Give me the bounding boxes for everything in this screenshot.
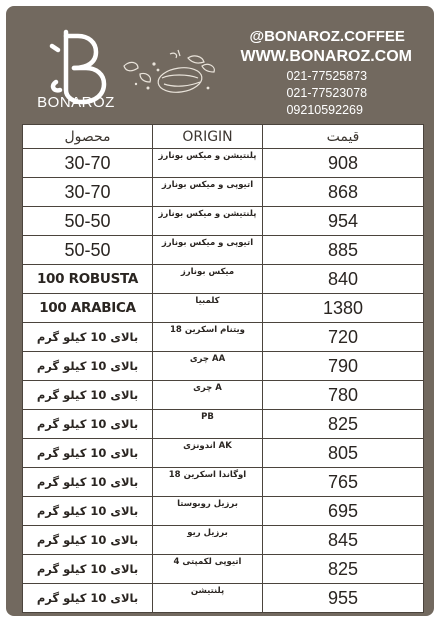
price-cell: 790: [263, 352, 424, 381]
price-cell: 720: [263, 323, 424, 352]
product-cell: بالای 10 کیلو گرم: [23, 555, 153, 584]
origin-cell: کلمبیا: [153, 294, 263, 323]
price-cell: 825: [263, 410, 424, 439]
table-row: [23, 236, 424, 265]
product-cell: بالای 10 کیلو گرم: [23, 468, 153, 497]
table-row: [23, 381, 424, 410]
origin-cell: چری A: [153, 381, 263, 410]
price-cell: 1380: [263, 294, 424, 323]
product-cell: بالای 10 کیلو گرم: [23, 526, 153, 555]
table-row: [23, 584, 424, 613]
table-row: [23, 555, 424, 584]
header-product: محصول: [23, 125, 153, 149]
table-body: [23, 149, 424, 613]
table-row: [23, 294, 424, 323]
product-cell: بالای 10 کیلو گرم: [23, 381, 153, 410]
contact-block: [240, 28, 412, 120]
product-cell: بالای 10 کیلو گرم: [23, 439, 153, 468]
product-cell: 50-50: [23, 207, 153, 236]
origin-cell: برزیل ریو: [153, 526, 263, 555]
price-cell: 885: [263, 236, 424, 265]
origin-cell: PB: [153, 410, 263, 439]
product-cell: 30-70: [23, 178, 153, 207]
table-row: [23, 352, 424, 381]
table-row: [23, 526, 424, 555]
origin-cell: برزیل روبوستا: [153, 497, 263, 526]
table-row: [23, 439, 424, 468]
price-cell: 908: [263, 149, 424, 178]
product-cell: 100 ROBUSTA: [23, 265, 153, 294]
table-header-row: [23, 125, 424, 149]
price-cell: 840: [263, 265, 424, 294]
table-row: [23, 497, 424, 526]
origin-cell: پلنتیشن و میکس بونارز: [153, 149, 263, 178]
price-cell: 868: [263, 178, 424, 207]
product-cell: بالای 10 کیلو گرم: [23, 497, 153, 526]
price-cell: 780: [263, 381, 424, 410]
coffee-beans-illustration-icon: [118, 44, 222, 104]
origin-cell: اوگاندا اسکرین 18: [153, 468, 263, 497]
price-cell: 765: [263, 468, 424, 497]
price-cell: 825: [263, 555, 424, 584]
price-cell: 954: [263, 207, 424, 236]
phone-2[interactable]: 021-77523078: [286, 86, 368, 100]
table-row: [23, 149, 424, 178]
table-row: [23, 178, 424, 207]
phone-3[interactable]: 09210592269: [286, 103, 363, 117]
table-row: [23, 323, 424, 352]
origin-cell: اتیوپی و میکس بونارز: [153, 178, 263, 207]
origin-cell: میکس بونارز: [153, 265, 263, 294]
instagram-handle: @BONAROZ.COFFEE: [249, 28, 405, 45]
product-cell: بالای 10 کیلو گرم: [23, 584, 153, 613]
price-cell: 845: [263, 526, 424, 555]
origin-cell: اتیوپی لکمپتی 4: [153, 555, 263, 584]
origin-cell: پلنتیشن: [153, 584, 263, 613]
origin-cell: اتیوپی و میکس بونارز: [153, 236, 263, 265]
header-price: قیمت: [263, 125, 424, 149]
product-cell: 50-50: [23, 236, 153, 265]
origin-cell: پلنتیشن و میکس بونارز: [153, 207, 263, 236]
table-row: [23, 410, 424, 439]
origin-cell: چری AA: [153, 352, 263, 381]
product-cell: بالای 10 کیلو گرم: [23, 352, 153, 381]
table-row: [23, 265, 424, 294]
price-cell: 805: [263, 439, 424, 468]
origin-cell: اندونزی AK: [153, 439, 263, 468]
price-cell: 695: [263, 497, 424, 526]
product-cell: 100 ARABICA: [23, 294, 153, 323]
header-origin: ORIGIN: [153, 125, 263, 149]
origin-cell: ویتنام اسکرین 18: [153, 323, 263, 352]
product-cell: 30-70: [23, 149, 153, 178]
website-link[interactable]: WWW.BONAROZ.COM: [240, 48, 412, 65]
table-row: [23, 468, 424, 497]
price-cell: 955: [263, 584, 424, 613]
product-cell: بالای 10 کیلو گرم: [23, 323, 153, 352]
product-cell: بالای 10 کیلو گرم: [23, 410, 153, 439]
phone-1[interactable]: 021-77525873: [286, 69, 368, 83]
price-table: [22, 124, 424, 613]
table-row: [23, 207, 424, 236]
logo-wordmark: BONAROZ: [37, 94, 115, 111]
